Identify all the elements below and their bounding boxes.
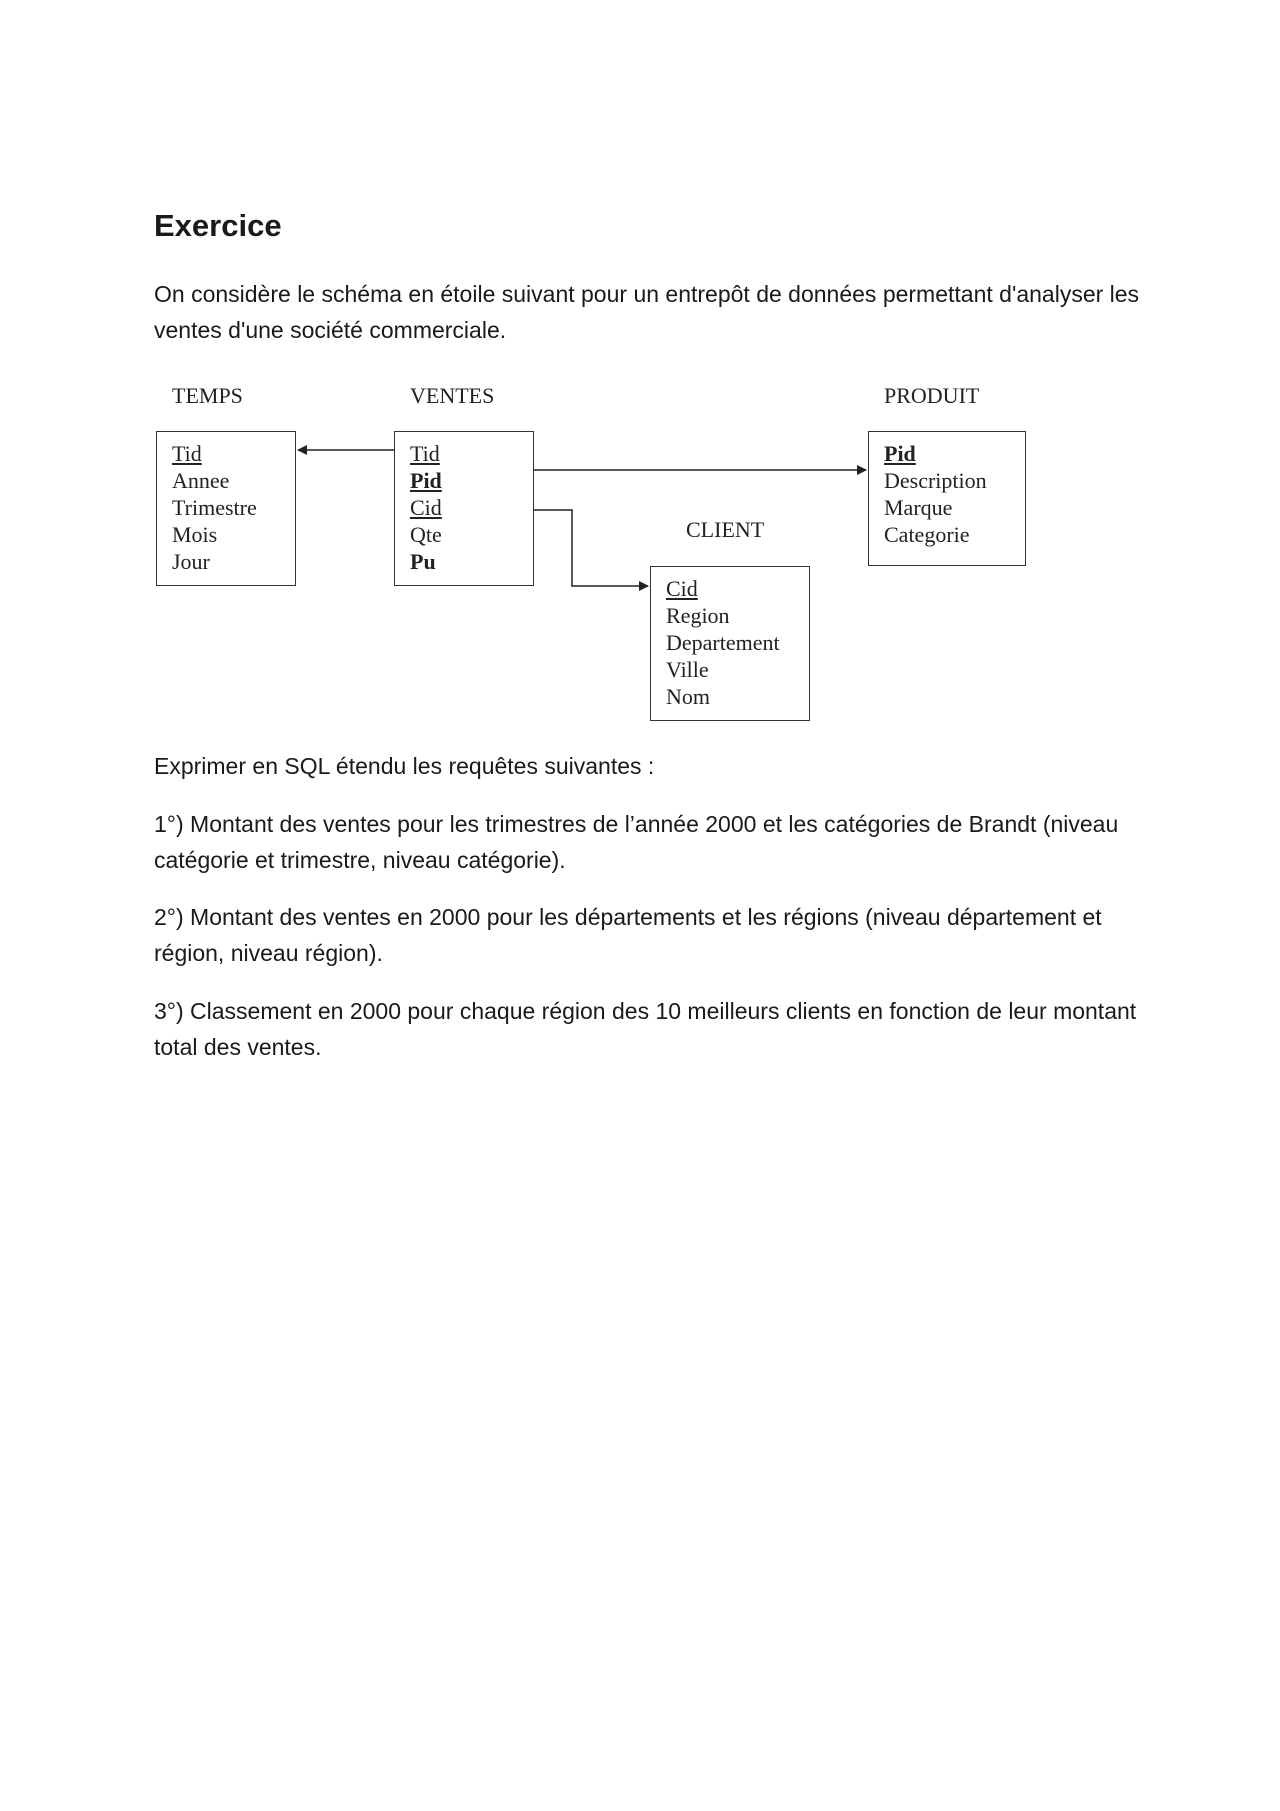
temps-attr-tid: Tid — [172, 441, 202, 466]
ventes-attr-pid: Pid — [410, 468, 442, 493]
document-title: Exercice — [154, 208, 282, 243]
ventes-table-title: VENTES — [410, 383, 495, 408]
ventes-attr-pu: Pu — [410, 549, 436, 574]
ventes-to-client-arrow — [534, 510, 648, 586]
produit-attr-marque: Marque — [884, 495, 953, 520]
client-attr-region: Region — [666, 603, 730, 628]
client-attr-cid: Cid — [666, 576, 698, 601]
question-1: 1°) Montant des ventes pour les trimestres de l’année 2000 et les catégories de Brandt (niveau catégorie et trimestre, niveau catégorie). — [154, 811, 1119, 873]
intro-paragraph: On considère le schéma en étoile suivant pour un entrepôt de données permettant d'analyser les ventes d'une société commerciale. — [154, 281, 1140, 343]
produit-attr-pid: Pid — [884, 441, 916, 466]
ventes-attr-cid: Cid — [410, 495, 442, 520]
ventes-table — [394, 431, 534, 586]
ventes-attr-qte: Qte — [410, 522, 442, 547]
temps-attr-annee: Annee — [172, 468, 230, 493]
client-attr-ville: Ville — [666, 657, 709, 682]
instruction-paragraph: Exprimer en SQL étendu les requêtes suivantes : — [154, 753, 655, 779]
temps-attr-trimestre: Trimestre — [172, 495, 257, 520]
client-table-title: CLIENT — [686, 517, 765, 542]
star-schema-diagram — [150, 375, 1030, 735]
client-attr-nom: Nom — [666, 684, 710, 709]
question-2: 2°) Montant des ventes en 2000 pour les départements et les régions (niveau département et région, niveau région). — [154, 904, 1102, 966]
question-3: 3°) Classement en 2000 pour chaque région des 10 meilleurs clients en fonction de leur montant total des ventes. — [154, 998, 1137, 1060]
client-table — [650, 566, 810, 721]
produit-table — [868, 431, 1026, 566]
temps-table — [156, 431, 296, 586]
temps-table-title: TEMPS — [172, 383, 243, 408]
temps-attr-jour: Jour — [172, 549, 210, 574]
ventes-attr-tid: Tid — [410, 441, 440, 466]
temps-attr-mois: Mois — [172, 522, 218, 547]
produit-attr-description: Description — [884, 468, 987, 493]
produit-table-title: PRODUIT — [884, 383, 980, 408]
produit-attr-categorie: Categorie — [884, 522, 970, 547]
client-attr-departement: Departement — [666, 630, 780, 655]
